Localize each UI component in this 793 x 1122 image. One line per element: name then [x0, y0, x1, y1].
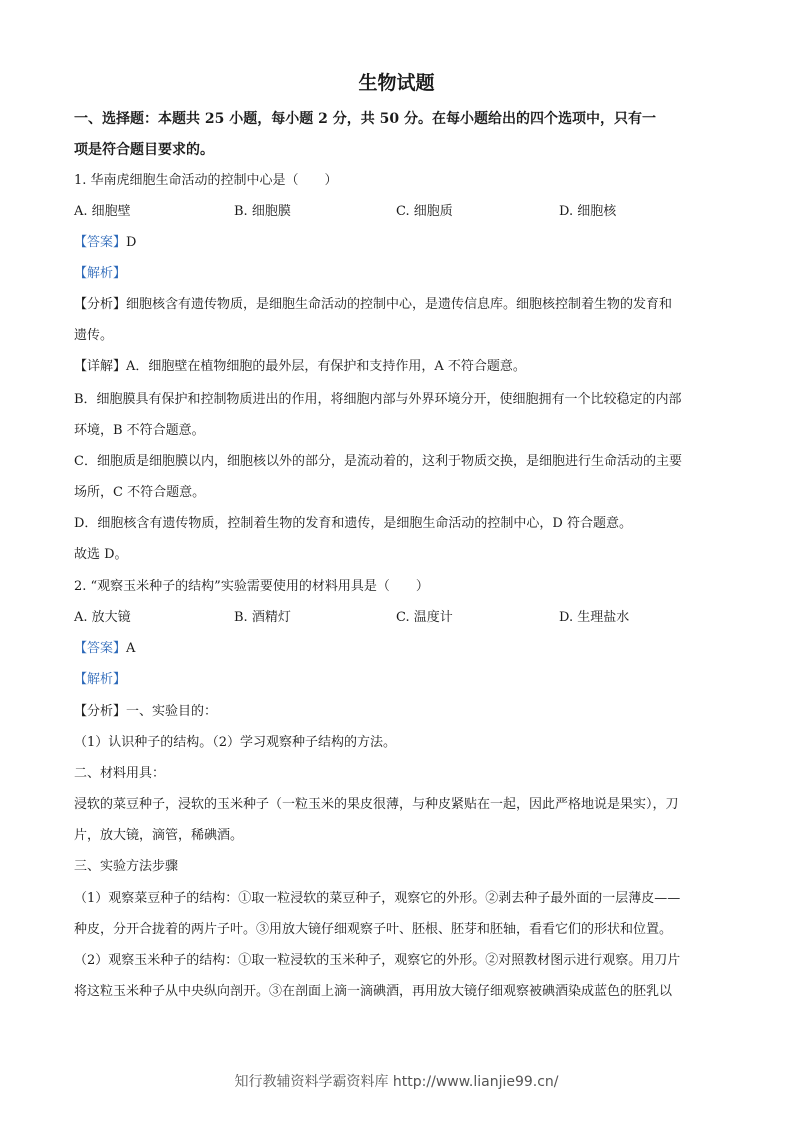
question-2-materials-line-1: 浸软的菜豆种子，浸软的玉米种子（一粒玉米的果皮很薄，与种皮紧贴在一起，因此严格地说是果实），刀: [74, 797, 679, 812]
question-2-analysis-tag: 【解析】: [74, 672, 127, 687]
question-1-c-line-2: 场所，C 不符合题意。: [74, 485, 206, 500]
question-2-stem: 2. “观察玉米种子的结构”实验需要使用的材料用具是（ ）: [74, 579, 429, 594]
question-2-steps-head: 三、实验方法步骤: [74, 859, 179, 874]
question-2-aim: （1）认识种子的结构。（2）学习观察种子结构的方法。: [74, 735, 397, 750]
footer-watermark: 知行教辅资料学霸资料库 http://www.lianjie99.cn/: [234, 1074, 559, 1090]
question-1-option-d: D. 细胞核: [559, 204, 617, 219]
question-2-step1-line-1: （1）观察菜豆种子的结构：①取一粒浸软的菜豆种子，观察它的外形。②剥去种子最外面的一层薄皮——: [74, 891, 681, 906]
question-2-options: [74, 609, 726, 627]
xiangjie-tag: 【详解】: [74, 359, 127, 374]
xiangjie-a: A．细胞壁在植物细胞的最外层，有保护和支持作用，A 不符合题意。: [126, 359, 526, 374]
page-title: 生物试题: [358, 72, 435, 94]
question-1-option-c: C. 细胞质: [396, 204, 453, 219]
question-2-option-c: C. 温度计: [396, 610, 453, 625]
answer-value: A: [126, 641, 136, 656]
question-1-option-b: B. 细胞膜: [234, 204, 291, 219]
answer-tag: 【答案】: [74, 235, 127, 250]
question-2-answer: [74, 640, 726, 658]
question-2-materials-head: 二、材料用具：: [74, 766, 166, 781]
question-1-b-line-2: 环境，B 不符合题意。: [74, 423, 205, 438]
question-1-answer: [74, 234, 726, 252]
answer-tag: 【答案】: [74, 641, 127, 656]
question-1-fenxi: [74, 296, 726, 314]
question-1-xiangjie: [74, 358, 726, 376]
question-1-c-line-1: C．细胞质是细胞膜以内，细胞核以外的部分，是流动着的，这利于物质交换，是细胞进行生命活动的主要: [74, 454, 682, 469]
question-2-step1-line-2: 种皮，分开合拢着的两片子叶。③用放大镜仔细观察子叶、胚根、胚芽和胚轴，看看它们的形状和位置。: [74, 922, 673, 937]
question-2-step2-line-2: 将这粒玉米种子从中央纵向剖开。③在剖面上滴一滴碘酒，再用放大镜仔细观察被碘酒染成蓝色的胚乳以: [74, 984, 673, 999]
question-2-option-a: A. 放大镜: [74, 610, 131, 625]
question-2-materials-line-2: 片，放大镜，滴管，稀碘酒。: [74, 828, 244, 843]
question-1-option-a: A. 细胞壁: [74, 204, 131, 219]
question-1-options: [74, 203, 726, 221]
question-1-fenxi-cont: 遗传。: [74, 328, 114, 343]
question-2-step2-line-1: （2）观察玉米种子的结构：①取一粒浸软的玉米种子，观察它的外形。②对照教材图示进行观察。用刀片: [74, 953, 681, 968]
question-1-b-line-1: B．细胞膜具有保护和控制物质进出的作用，将细胞内部与外界环境分开，使细胞拥有一个比较稳定的内部: [74, 392, 682, 407]
question-1-conclusion: 故选 D。: [74, 547, 128, 562]
section-heading-line-2: 项是符合题目要求的。: [74, 142, 214, 158]
answer-value: D: [126, 235, 137, 250]
fenxi-tag: 【分析】: [74, 704, 127, 719]
fenxi-tag: 【分析】: [74, 297, 127, 312]
question-2-option-b: B. 酒精灯: [234, 610, 291, 625]
section-heading-line-1: 一、选择题：本题共 25 小题，每小题 2 分，共 50 分。在每小题给出的四个选项中，只有一: [74, 111, 656, 127]
question-1-analysis-tag: 【解析】: [74, 266, 127, 281]
fenxi-text: 一、实验目的：: [126, 704, 218, 719]
fenxi-text: 细胞核含有遗传物质，是细胞生命活动的控制中心，是遗传信息库。细胞核控制着生物的发育和: [126, 297, 673, 312]
question-2-option-d: D. 生理盐水: [559, 610, 630, 625]
question-1-d-line: D．细胞核含有遗传物质，控制着生物的发育和遗传，是细胞生命活动的控制中心，D 符合题意。: [74, 516, 632, 531]
question-2-fenxi: [74, 703, 726, 721]
question-1-stem: 1. 华南虎细胞生命活动的控制中心是（ ）: [74, 173, 338, 188]
